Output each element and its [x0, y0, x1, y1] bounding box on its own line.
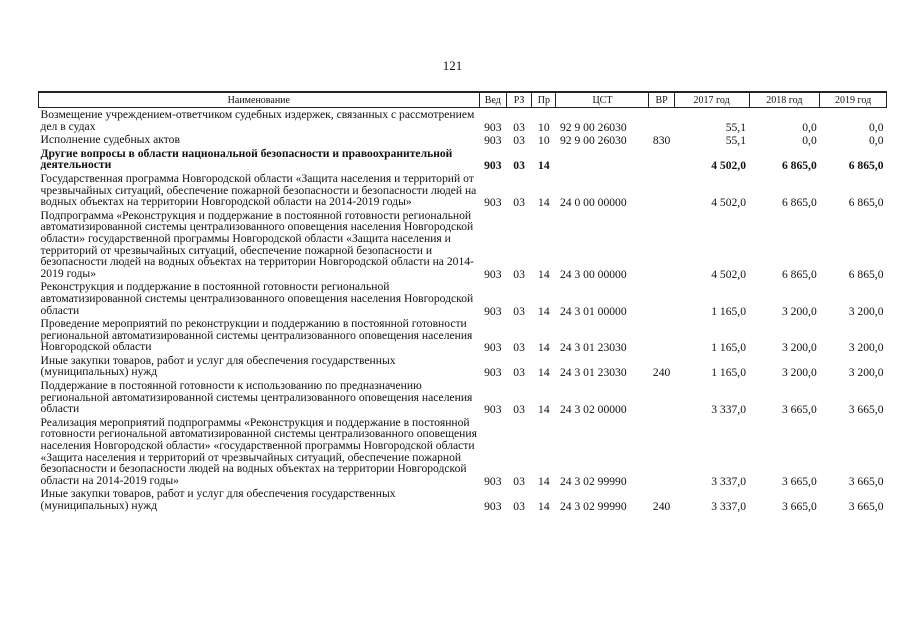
- row-rz: 03: [513, 196, 525, 210]
- row-rz: 03: [513, 403, 525, 417]
- row-name: Реализация мероприятий подпрограммы «Реконструкция и поддержание в постоянной готовности региональной автоматизированной системы централизованного оповещения населения Новгородской области» «государственной программы Новгородской области «Защита населения и территорий от чрезвычайных ситуаций, обеспечение пожарной безопасности и безопасности людей на водных объектах на территории Новгородской области на 2014-2019 годы»: [40, 415, 477, 487]
- row-vr: [649, 280, 674, 317]
- table-row: [39, 317, 887, 354]
- table-row: [39, 416, 887, 488]
- row-pr: 14: [538, 366, 550, 380]
- row-vr: [649, 209, 674, 281]
- row-pr: 14: [538, 500, 550, 513]
- row-cst: 24 3 00 00000: [559, 267, 627, 281]
- row-ved: 903: [484, 159, 502, 173]
- row-vr: [649, 317, 674, 354]
- row-name: Проведение мероприятий по реконструкции и поддержанию в постоянной готовности региональной автоматизированной системы централизованного оповещения населения Новгородской области: [40, 317, 473, 354]
- row-name: Иные закупки товаров, работ и услуг для обеспечения государственных (муниципальных) нужд: [40, 353, 396, 379]
- row-2018: 3 665,0: [781, 474, 817, 488]
- row-rz: 03: [513, 500, 525, 513]
- row-pr: 14: [538, 196, 550, 210]
- table-row: [39, 280, 887, 317]
- row-ved: 903: [484, 474, 502, 488]
- row-2019: 3 665,0: [848, 474, 884, 488]
- row-2019: 3 200,0: [848, 304, 884, 318]
- row-name: Иные закупки товаров, работ и услуг для обеспечения государственных (муниципальных) нужд: [40, 487, 396, 512]
- row-rz: 03: [513, 120, 525, 134]
- row-2017: 55,1: [725, 134, 746, 148]
- row-name: Поддержание в постоянной готовности к использованию по предназначению региональной автоматизированной системы централизованного оповещения населения области: [40, 379, 473, 416]
- row-rz: 03: [513, 474, 525, 488]
- row-name: Подпрограмма «Реконструкция и поддержание в постоянной готовности региональной автоматизированной системы централизованного оповещения населения Новгородской области» государственной программы Новгородской области «Защита населения и территорий от чрезвычайных ситуаций, обеспечение пожарной безопасности и безопасности людей на водных объектах на территории Новгородской области на 2014-2019 годы»: [40, 208, 474, 280]
- row-cst: 24 3 01 23030: [559, 341, 627, 355]
- row-rz: 03: [513, 134, 525, 148]
- row-name: Исполнение судебных актов: [40, 133, 180, 147]
- row-2019: 3 665,0: [848, 500, 884, 513]
- table-body: [39, 108, 887, 513]
- row-2018: 6 865,0: [781, 267, 817, 281]
- row-ved: 903: [484, 267, 502, 281]
- budget-table: [38, 91, 887, 513]
- row-cst: 24 0 00 00000: [559, 196, 627, 210]
- row-2017: 4 502,0: [711, 159, 746, 173]
- row-2019: 3 200,0: [848, 341, 884, 355]
- row-2019: 6 865,0: [848, 267, 884, 281]
- row-2019: 0,0: [869, 134, 884, 148]
- row-2018: 6 865,0: [781, 159, 817, 173]
- row-pr: 14: [538, 341, 550, 355]
- row-name: Реконструкция и поддержание в постоянной готовности региональной автоматизированной системы централизованного оповещения населения Новгородской области: [40, 280, 474, 317]
- row-ved: 903: [484, 134, 502, 148]
- row-2018: 6 865,0: [781, 196, 817, 210]
- row-2018: 3 200,0: [781, 366, 817, 380]
- row-cst: 24 3 02 99990: [559, 500, 627, 513]
- row-2018: 3 665,0: [781, 403, 817, 417]
- table-row: [39, 379, 887, 416]
- page-number: 121: [442, 58, 463, 73]
- row-2017: 1 165,0: [711, 366, 746, 380]
- table-row: [39, 209, 887, 281]
- table-header: [39, 92, 887, 108]
- row-pr: 10: [538, 134, 550, 148]
- header-vr: ВР: [649, 92, 674, 108]
- row-cst: [556, 147, 649, 172]
- header-2019: 2019 год: [820, 92, 887, 108]
- row-vr: 240: [652, 500, 671, 513]
- row-cst: 24 3 02 00000: [559, 403, 627, 417]
- row-2017: 3 337,0: [711, 474, 746, 488]
- row-pr: 14: [538, 403, 550, 417]
- row-2019: 6 865,0: [848, 159, 884, 173]
- row-pr: 14: [538, 304, 550, 318]
- row-2019: 0,0: [869, 120, 884, 134]
- row-pr: 14: [538, 267, 550, 281]
- row-vr: [649, 416, 674, 488]
- row-ved: 903: [484, 403, 502, 417]
- row-name: Государственная программа Новгородской области «Защита населения и территорий от чрезвычайных ситуаций, обеспечение пожарной безопасности и безопасности людей на водных объектах на территории Новгородской области на 2014-2019 годы»: [40, 171, 477, 209]
- row-cst: 92 9 00 26030: [559, 134, 627, 148]
- row-ved: 903: [484, 341, 502, 355]
- row-2017: 1 165,0: [711, 304, 746, 318]
- row-cst: 24 3 01 00000: [559, 304, 627, 318]
- table-row: [39, 172, 887, 209]
- row-2018: 3 200,0: [781, 341, 817, 355]
- row-2017: 4 502,0: [711, 196, 746, 210]
- row-pr: 14: [538, 474, 550, 488]
- header-2018: 2018 год: [749, 92, 820, 108]
- row-rz: 03: [513, 267, 525, 281]
- row-name: Другие вопросы в области национальной безопасности и правоохранительной деятельности: [40, 146, 453, 172]
- row-ved: 903: [484, 366, 502, 380]
- row-cst: 92 9 00 26030: [559, 120, 627, 134]
- row-2018: 3 200,0: [781, 304, 817, 318]
- row-2018: 0,0: [802, 120, 817, 134]
- row-ved: 903: [484, 120, 502, 134]
- row-ved: 903: [484, 304, 502, 318]
- row-cst: 24 3 01 23030: [559, 366, 627, 380]
- row-2018: 3 665,0: [781, 500, 817, 513]
- row-vr: [649, 172, 674, 209]
- row-rz: 03: [513, 304, 525, 318]
- header-pr: Пр: [532, 92, 556, 108]
- header-2017: 2017 год: [674, 92, 749, 108]
- table-row: [39, 354, 887, 379]
- row-vr: [649, 379, 674, 416]
- row-2017: 3 337,0: [711, 500, 746, 513]
- row-2018: 0,0: [802, 134, 817, 148]
- row-pr: 10: [538, 120, 550, 134]
- row-2017: 4 502,0: [711, 267, 746, 281]
- row-cst: 24 3 02 99990: [559, 474, 627, 488]
- row-vr: 240: [652, 366, 671, 380]
- row-2019: 3 665,0: [848, 403, 884, 417]
- row-ved: 903: [484, 500, 502, 513]
- table-row: [39, 133, 887, 147]
- row-rz: 03: [513, 159, 525, 173]
- table-row: [39, 487, 887, 512]
- row-2017: 1 165,0: [711, 341, 746, 355]
- row-pr: 14: [538, 159, 550, 173]
- row-rz: 03: [513, 341, 525, 355]
- row-2019: 3 200,0: [848, 366, 884, 380]
- row-2019: 6 865,0: [848, 196, 884, 210]
- table-row: [39, 147, 887, 172]
- row-rz: 03: [513, 366, 525, 380]
- header-rz: РЗ: [506, 92, 531, 108]
- table-row: [39, 108, 887, 134]
- row-vr: [649, 147, 674, 172]
- header-ved: Вед: [479, 92, 506, 108]
- row-vr: [649, 108, 674, 134]
- row-2017: 55,1: [725, 120, 746, 134]
- row-2017: 3 337,0: [711, 403, 746, 417]
- header-name: Наименование: [39, 92, 480, 108]
- row-ved: 903: [484, 196, 502, 210]
- header-cst: ЦСТ: [556, 92, 649, 108]
- row-name: Возмещение учреждением-ответчиком судебных издержек, связанных с рассмотрением дел в судах: [40, 108, 475, 133]
- row-vr: 830: [652, 134, 671, 148]
